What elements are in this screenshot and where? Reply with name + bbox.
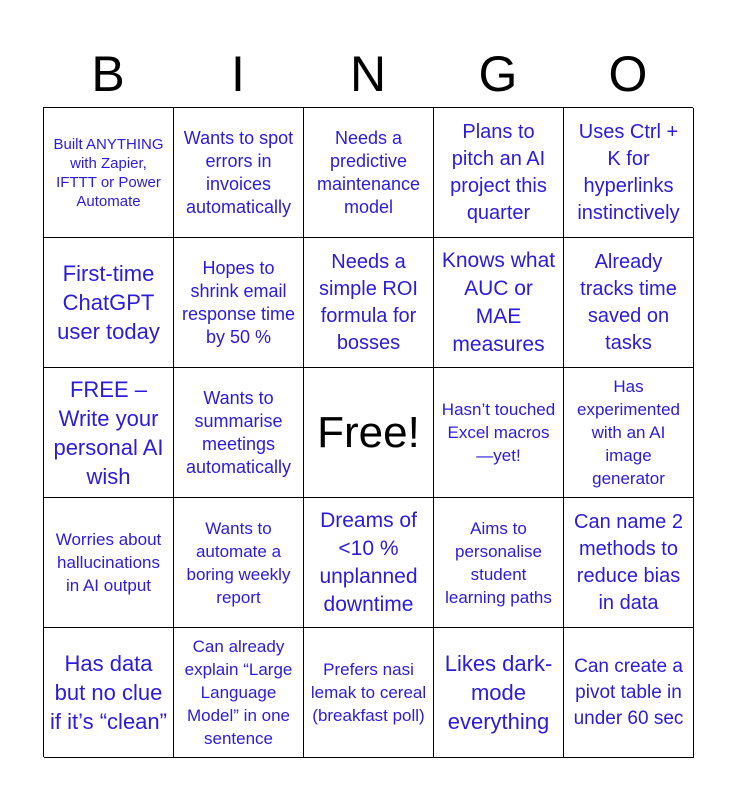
bingo-cell [564,628,694,758]
bingo-cell [434,108,564,238]
bingo-cell [174,628,304,758]
bingo-cell [44,498,174,628]
header-letter-b: B [91,46,125,102]
cell-text: Hasn’t touched Excel macros—yet! [441,400,556,465]
bingo-header [43,40,693,108]
bingo-cell [304,108,434,238]
header-letter-g: G [478,46,518,102]
cell-text: Likes dark-mode everything [444,651,553,734]
bingo-cell [174,238,304,368]
header-letter-i: I [231,46,245,102]
cell-text: Wants to summarise meetings automatically [185,387,292,477]
cell-text: Already tracks time saved on tasks [580,250,677,354]
cell-text: Built ANYTHING with Zapier, IFTTT or Power Automate [53,135,164,210]
cell-text: Knows what AUC or MAE measures [441,248,556,356]
cell-text: First-time ChatGPT user today [57,261,160,344]
bingo-cell [564,238,694,368]
cell-text: Prefers nasi lemak to cereal (breakfast poll) [310,660,427,725]
bingo-cell [304,238,434,368]
free-space-label: Free! [317,407,420,457]
bingo-cell [174,108,304,238]
bingo-cell [564,108,694,238]
bingo-cell [564,498,694,628]
cell-text: Has experimented with an AI image generator [576,377,680,488]
cell-text: Has data but no clue if it’s “clean” [50,651,167,734]
bingo-grid [43,107,693,757]
bingo-cell [44,238,174,368]
cell-text: Wants to automate a boring weekly report [186,518,291,607]
bingo-cell [434,498,564,628]
bingo-cell [174,498,304,628]
header-letter-o: O [608,46,648,102]
bingo-cell [44,368,174,498]
bingo-cell [174,368,304,498]
cell-text: Can create a pivot table in under 60 sec [573,655,684,729]
cell-text: FREE – Write your personal AI wish [53,376,164,489]
bingo-cell [44,628,174,758]
cell-text: Dreams of <10 % unplanned downtime [319,508,418,616]
cell-text: Can name 2 methods to reduce bias in data [574,510,683,614]
cell-text: Needs a predictive maintenance model [316,127,421,217]
bingo-cell [304,628,434,758]
bingo-cell [304,498,434,628]
bingo-cell [434,238,564,368]
cell-text: Uses Ctrl + K for hyperlinks instinctively [577,120,680,224]
free-space-cell [304,368,434,498]
bingo-cell [564,368,694,498]
cell-text: Hopes to shrink email response time by 50 % [181,257,296,347]
cell-text: Wants to spot errors in invoices automatically [183,127,294,217]
cell-text: Plans to pitch an AI project this quarter [450,120,547,224]
cell-text: Needs a simple ROI formula for bosses [319,250,418,354]
bingo-cell [44,108,174,238]
header-letter-n: N [349,46,387,102]
bingo-cell [434,368,564,498]
bingo-cell [434,628,564,758]
cell-text: Can already explain “Large Language Model” in one sentence [184,637,293,748]
cell-text: Aims to personalise student learning paths [445,518,552,607]
cell-text: Worries about hallucinations in AI output [55,530,162,595]
